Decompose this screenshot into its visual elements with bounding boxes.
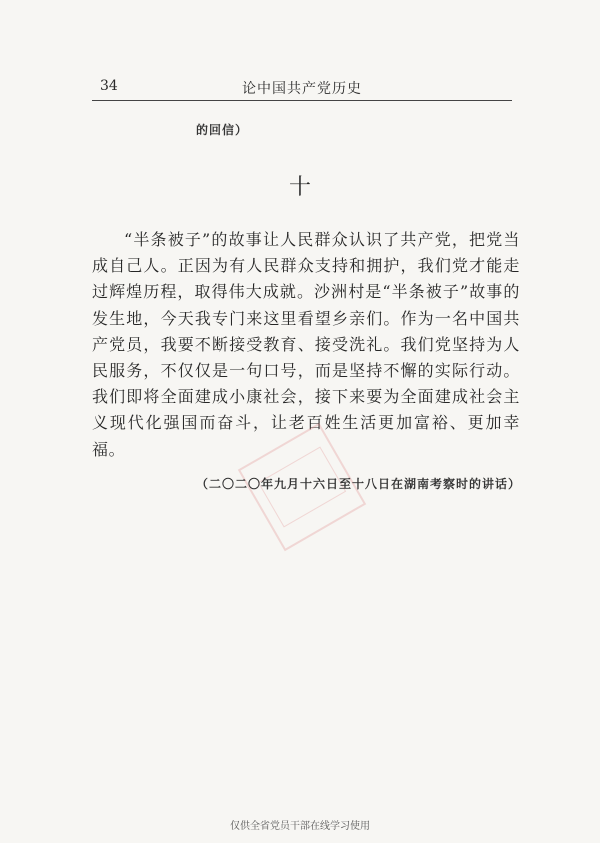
section-number: 十 [288,175,311,200]
previous-source-note: 的回信） [196,123,249,137]
footer-note: 仅供全省党员干部在线学习使用 [230,821,370,832]
book-title: 论中国共产党历史 [242,81,362,97]
page-number: 34 [100,78,118,94]
body-paragraph: “半条被子”的故事让人民群众认识了共产党，把党当成自己人。正因为有人民群众支持和拥护，我们党才能走过辉煌历程，取得伟大成就。沙洲村是“半条被子”故事的发生地，今天我专门来这里看望乡亲们。作为一名中国共产党员，我要不断接受教育、接受洗礼。我们党坚持为人民服务，不仅仅是一句口号，而是坚持不懈的实际行动。我们即将全面建成小康社会，接下来要为全面建成社会主义现代化强国而奋斗，让老百姓生活更加富裕、更加幸福。 [92,230,520,459]
source-note: （二〇二〇年九月十六日至十八日在湖南考察时的讲话） [196,477,522,491]
running-header [92,78,512,101]
